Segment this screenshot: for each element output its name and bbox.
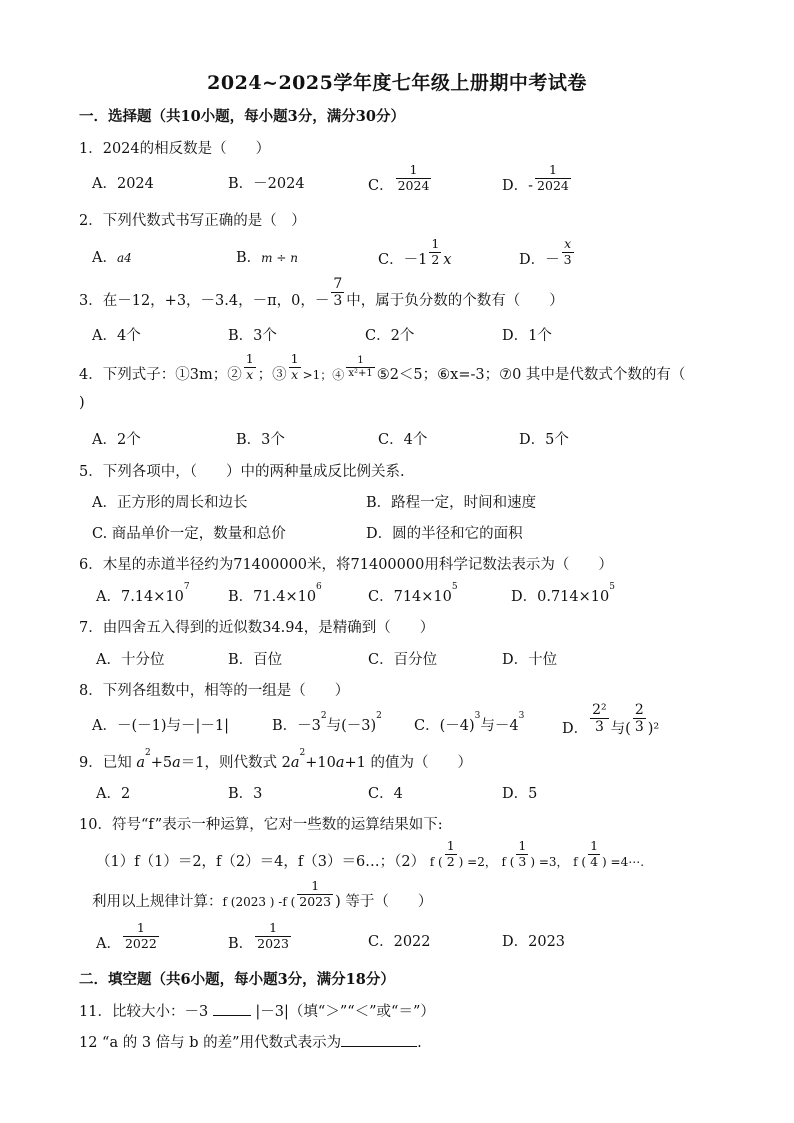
question-4: 4．下列式子：①3m；② $\frac{1}{x}$ ；③ $\frac{1}{x}$ $_{>1;④}$ $\frac{1}{\text{x²+1}}$ ⑤2＜5；⑥x=-3；⑦0 其中是代数式个数的有（ (79, 351, 686, 383)
question-7: 7．由四舍五入得到的近似数34.94，是精确到（ ） (79, 620, 435, 636)
section-choice-heading: 一．选择题（共10小题，每小题3分，满分30分） (79, 108, 405, 125)
q5-option-c: C. 商品单价一定，数量和总价 (92, 526, 286, 542)
q8-option-d: D． $\frac{\text{2²}}{3}$ 与( $\frac{2}{3}$ )² (562, 702, 660, 737)
q4-option-d: D．5个 (519, 432, 569, 448)
q8-option-a: A．－(－1)与－|－1| (92, 718, 230, 734)
q7-option-b: B．百位 (228, 652, 283, 668)
q3-option-b: B．3个 (228, 328, 277, 344)
q9-option-a: A．2 (96, 786, 131, 802)
q4-option-b: B．3个 (236, 432, 285, 448)
q7-option-c: C．百分位 (368, 652, 438, 668)
question-2: 2．下列代数式书写正确的是（ ） (79, 213, 306, 229)
q7-option-d: D．十位 (502, 652, 558, 668)
q10-option-c: C．2022 (368, 934, 431, 950)
q8-option-c: C．$(-4)^3$与$-4^3$ (414, 711, 525, 734)
question-1: 1．2024的相反数是（ ） (79, 141, 271, 157)
q5-option-d: D．圆的半径和它的面积 (366, 526, 523, 542)
q6-option-c: C．$714\times 10^5$ (368, 582, 458, 605)
q11-answer-blank[interactable] (213, 1003, 251, 1016)
question-6: 6．木星的赤道半径约为71400000米，将71400000用科学记数法表示为（ ） (79, 557, 613, 573)
question-10-rules: （1）f（1）＝2，f（2）＝4，f（3）＝6…；（2） $_{f (}$ $\frac{1}{2}$ $_{) =2,}$ $_{f (}$ $\frac{1}{3}$ $_{) =3,}$ $_{f (}$ $\frac{1}{4}$ $_{) =4\cdots.}$ (96, 838, 645, 870)
question-11: 11．比较大小：－3 |－3|（填“＞”“＜”或“＝”） (79, 1004, 435, 1020)
q7-option-a: A．十分位 (96, 652, 165, 668)
q9-option-b: B．3 (228, 786, 263, 802)
q12-answer-blank[interactable] (341, 1034, 417, 1047)
q6-option-a: A．$7.14\times 10^7$ (96, 582, 190, 605)
page-title: 2024~2025学年度七年级上册期中考试卷 (207, 72, 587, 94)
question-8: 8．下列各组数中，相等的一组是（ ） (79, 683, 350, 699)
question-3: 3．在－12，+3，－3.4，－π，0，－ $\frac{7}{3}$ 中，属于负分数的个数有（ ） (79, 276, 564, 309)
question-5: 5．下列各项中，（ ）中的两种量成反比例关系. (79, 464, 405, 480)
q9-option-c: C．4 (368, 786, 403, 802)
q10-option-a: A． $\frac{1}{2022}$ (96, 920, 157, 952)
q1-option-b: B．－2024 (228, 176, 305, 192)
q3-option-d: D．1个 (502, 328, 552, 344)
question-10: 10．符号“f”表示一种运算，它对一些数的运算结果如下: (79, 817, 443, 833)
q10-option-b: B． $\frac{1}{2023}$ (228, 920, 289, 952)
q2-option-b: B．m ÷ n (236, 250, 298, 266)
q5-option-b: B．路程一定，时间和速度 (366, 495, 537, 511)
question-12: 12 “a 的 3 倍与 b 的差”用代数式表示为 . (79, 1035, 422, 1051)
q9-option-d: D．5 (502, 786, 538, 802)
q1-option-a: A．2024 (92, 176, 154, 192)
q1-option-c: C． $\frac{1}{2024}$ (368, 162, 430, 194)
q10-option-d: D．2023 (502, 934, 566, 950)
q6-option-b: B．$71.4\times 10^6$ (228, 582, 322, 605)
question-10-prompt: 利用以上规律计算：$_{f (2023 ) -f (}$ $\frac{1}{2023}$ ) 等于（ ） (92, 878, 433, 910)
question-9: 9．已知 $a^2+5a=1$，则代数式 $2a^2+10a+1$ 的值为（ ） (79, 748, 472, 771)
q4-option-a: A．2个 (92, 432, 141, 448)
question-4-continued: ) (79, 395, 85, 411)
section-fill-heading: 二．填空题（共6小题，每小题3分，满分18分） (79, 971, 395, 988)
q1-option-d: D．- $\frac{1}{2024}$ (502, 162, 569, 194)
q3-option-c: C．2个 (365, 328, 415, 344)
q8-option-b: B．$-3^2$与$(-3)^2$ (272, 711, 382, 734)
q6-option-d: D．$0.714\times 10^5$ (511, 582, 615, 605)
q2-option-d: D．－ $\frac{x}{3}$ (519, 236, 572, 268)
q2-option-a: A．a4 (92, 250, 132, 266)
q3-option-a: A．4个 (92, 328, 141, 344)
q2-option-c: C．－1 $\frac{1}{2}$ x (378, 236, 452, 268)
q5-option-a: A．正方形的周长和边长 (92, 495, 248, 511)
q4-option-c: C．4个 (378, 432, 428, 448)
